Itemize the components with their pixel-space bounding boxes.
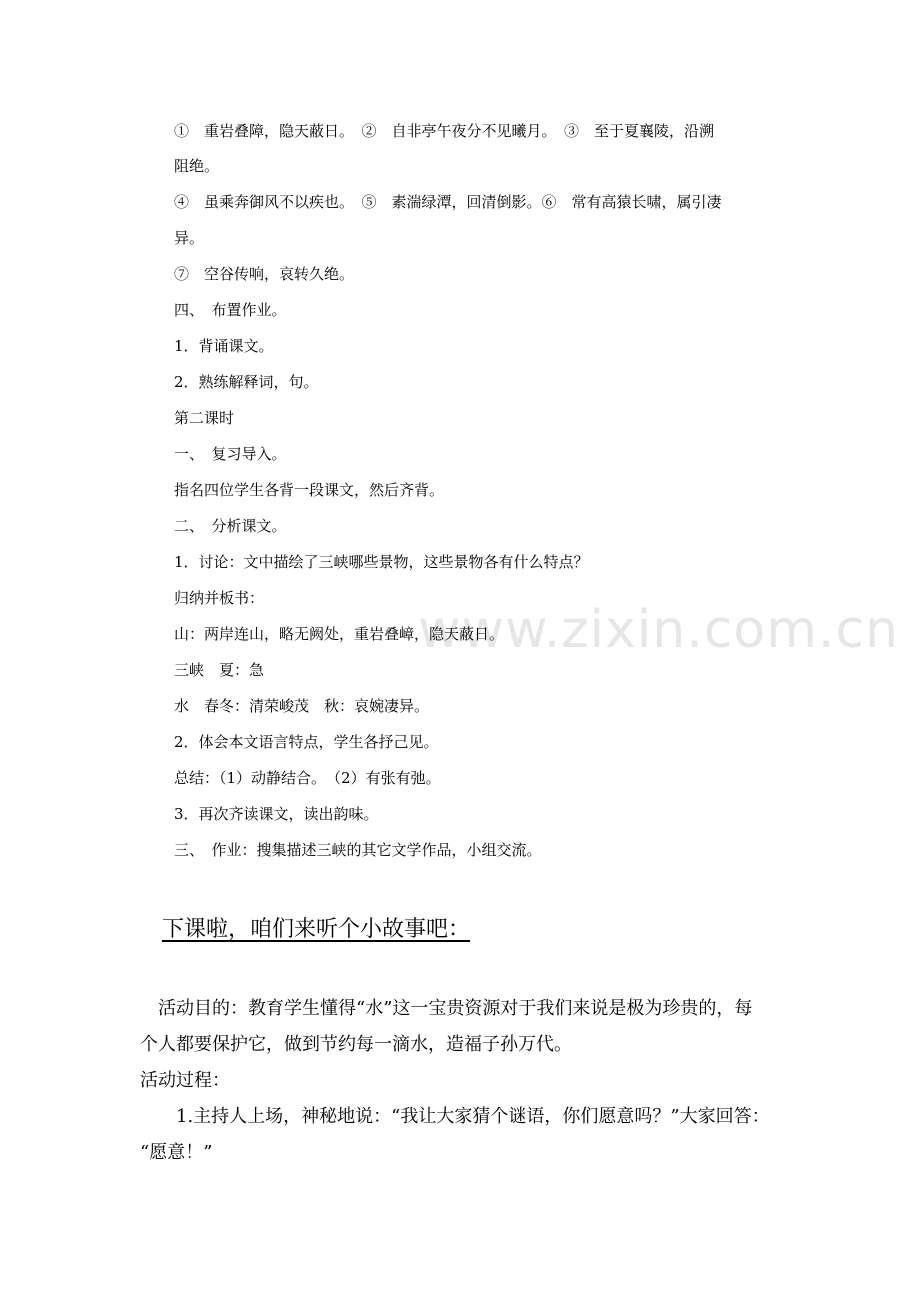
text-line: 阻绝。	[174, 157, 220, 175]
paragraph-line: 1.主持人上场，神秘地说：“我让大家猜个谜语，你们愿意吗？”大家回答：	[176, 1106, 770, 1127]
text-line: ④ 虽乘奔御风不以疾也。 ⑤ 素湍绿潭，回清倒影。⑥ 常有高猿长啸，属引凄	[174, 193, 722, 211]
text-line: 1．背诵课文。	[174, 337, 274, 355]
text-line: 2．熟练解释词，句。	[174, 373, 319, 391]
text-line: 山：两岸连山，略无阙处，重岩叠嶂，隐天蔽日。	[174, 625, 505, 643]
story-heading: 下课啦，咱们来听个小故事吧：	[162, 917, 471, 942]
lesson-title: 第二课时	[174, 409, 235, 427]
text-line: 总结：（1）动静结合。 （2）有张有弛。	[174, 769, 441, 787]
paragraph-line: “愿意！”	[140, 1142, 213, 1163]
text-line: 归纳并板书：	[174, 589, 265, 607]
section-heading: 一、 复习导入。	[174, 445, 287, 463]
watermark: www.zixin.com.cn	[418, 600, 899, 660]
text-line: 异。	[174, 229, 205, 247]
section-heading: 三、 作业：搜集描述三峡的其它文学作品，小组交流。	[174, 841, 542, 859]
paragraph-line: 个人都要保护它，做到节约每一滴水，造福子孙万代。	[140, 1034, 572, 1055]
text-line: 指名四位学生各背一段课文，然后齐背。	[174, 481, 445, 499]
text-line: 2．体会本文语言特点，学生各抒己见。	[174, 733, 439, 751]
text-line: ① 重岩叠障，隐天蔽日。 ② 自非亭午夜分不见曦月。 ③ 至于夏襄陵，沿溯	[174, 122, 715, 140]
section-heading: 二、 分析课文。	[174, 517, 287, 535]
text-line: 水 春冬：清荣峻茂 秋：哀婉凄异。	[174, 697, 430, 715]
text-line: 三峡 夏：急	[174, 661, 265, 679]
text-line: 3．再次齐读课文，读出韵味。	[174, 805, 379, 823]
text-line: 1．讨论：文中描绘了三峡哪些景物，这些景物各有什么特点？	[174, 553, 589, 571]
paragraph-line: 活动过程：	[140, 1070, 230, 1091]
section-heading: 四、 布置作业。	[174, 301, 287, 319]
paragraph-line: 活动目的：教育学生懂得“水”这一宝贵资源对于我们来说是极为珍贵的，每	[158, 998, 753, 1019]
text-line: ⑦ 空谷传响，哀转久绝。	[174, 265, 355, 283]
